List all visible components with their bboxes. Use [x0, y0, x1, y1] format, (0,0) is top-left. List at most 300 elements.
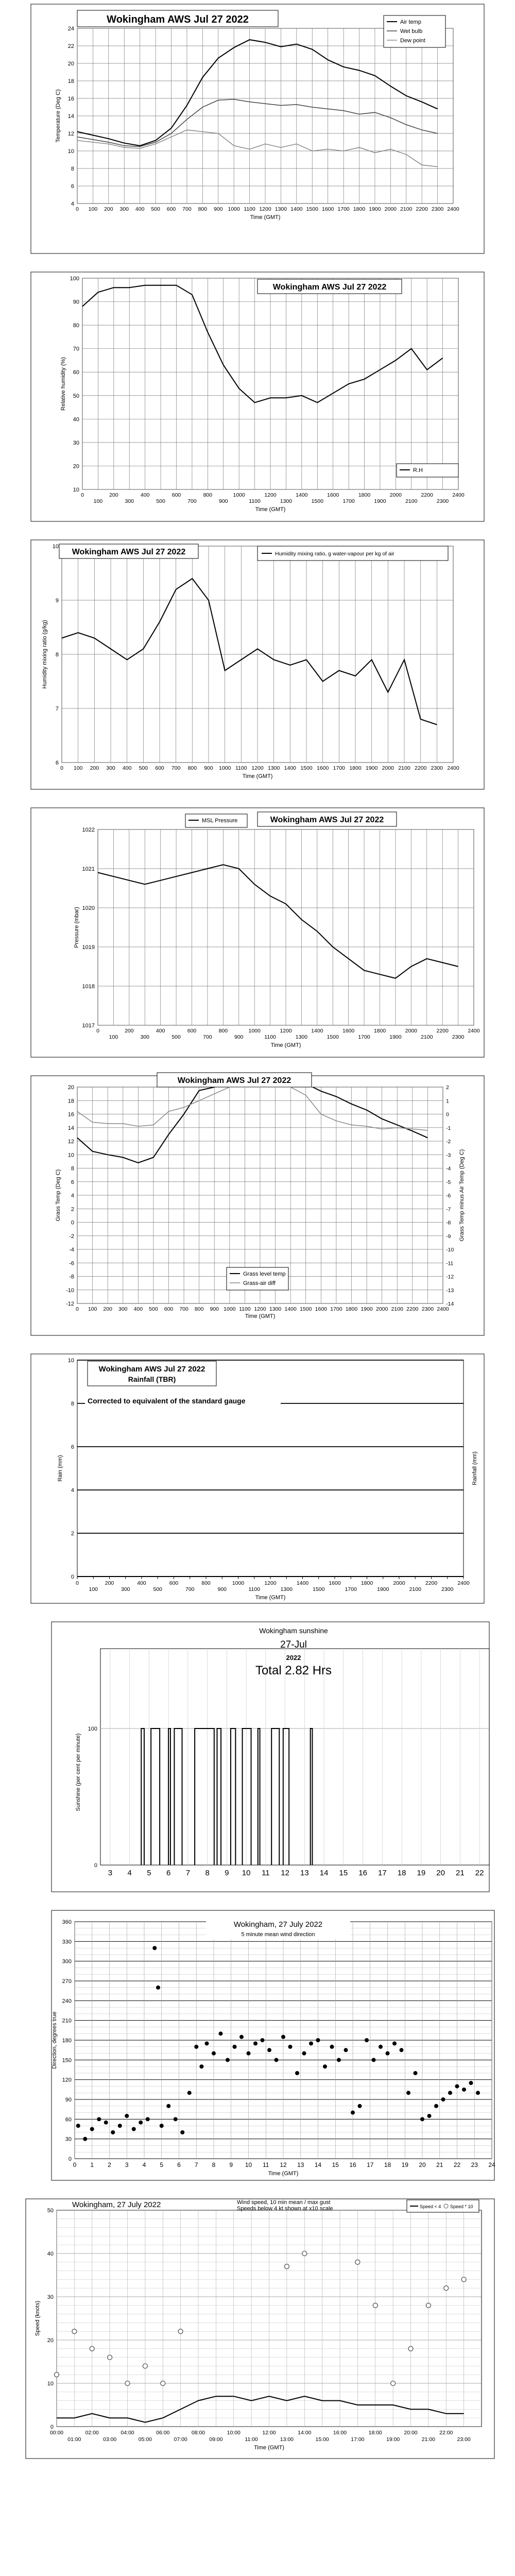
x-tick-label: 800: [194, 1306, 204, 1312]
x-tick-label: 700: [182, 206, 192, 212]
x-tick-label: 17: [378, 1869, 387, 1877]
x-tick-label: 1100: [249, 498, 261, 504]
x-tick-label: 1300: [269, 1306, 282, 1312]
x-tick-label: 3: [125, 2161, 129, 2168]
grass-temp-panel: [0, 1072, 515, 1340]
y-tick-label: 80: [73, 323, 79, 329]
y-tick-label: 20: [67, 61, 74, 67]
x-tick-label: 1700: [330, 1306, 342, 1312]
x-tick-label: 12: [281, 1869, 289, 1877]
data-point: [434, 2104, 438, 2108]
y-axis-label: Grass Temp (Deg C): [55, 1169, 61, 1222]
x-tick-label: 1600: [327, 492, 339, 498]
x-tick-label: 1100: [244, 206, 255, 212]
x-tick-label: 2100: [391, 1306, 403, 1312]
chart-title: Wokingham, 27 July 2022: [233, 1920, 323, 1929]
data-point: [281, 2035, 285, 2039]
x-tick-label: 4: [142, 2161, 146, 2168]
y2-tick-label: -1: [446, 1125, 451, 1131]
y2-tick-label: -2: [446, 1139, 451, 1145]
data-point: [365, 2038, 369, 2042]
y-tick-label: 16: [67, 1111, 74, 1118]
data-point: [469, 2081, 473, 2085]
y2-tick-label: -10: [446, 1247, 454, 1253]
x-tick-label: 200: [105, 1580, 114, 1586]
gust-marker: [444, 2286, 449, 2291]
chart-title: Wokingham AWS Jul 27 2022: [270, 816, 384, 824]
x-tick-label: 07:00: [174, 2436, 187, 2443]
gust-marker: [426, 2303, 431, 2308]
y-tick-label: 360: [62, 1919, 72, 1925]
x-tick-label: 2400: [437, 1306, 449, 1312]
legend-label: R.H: [413, 467, 423, 473]
x-tick-label: 1200: [251, 765, 264, 771]
x-tick-label: 2100: [421, 1034, 433, 1040]
y-tick-label: 8: [71, 1165, 74, 1172]
y-tick-label: 1018: [82, 984, 95, 990]
y-tick-label: -8: [69, 1274, 74, 1280]
x-tick-label: 12:00: [262, 2430, 276, 2436]
y-tick-label: 150: [62, 2057, 72, 2064]
x-tick-label: 1800: [349, 765, 362, 771]
y-tick-label: 10: [47, 2381, 54, 2387]
data-point: [420, 2117, 424, 2121]
data-point: [166, 2104, 170, 2108]
x-tick-label: 05:00: [138, 2436, 152, 2443]
data-point: [455, 2084, 459, 2088]
x-tick-label: 13: [300, 1869, 309, 1877]
x-tick-label: 16: [358, 1869, 367, 1877]
x-tick-label: 900: [217, 1586, 227, 1592]
x-tick-label: 900: [218, 498, 228, 504]
x-tick-label: 400: [133, 1306, 143, 1312]
data-point: [323, 2064, 327, 2069]
x-tick-label: 18: [384, 2161, 391, 2168]
y-tick-label: 1022: [82, 827, 95, 833]
x-tick-label: 2100: [400, 206, 413, 212]
x-tick-label: 500: [156, 498, 165, 504]
y-tick-label: 20: [47, 2337, 54, 2344]
y2-tick-label: -4: [446, 1165, 451, 1172]
legend-label: Humidity mixing ratio, g water-vapour per kg of air: [275, 551, 394, 557]
x-tick-label: 1300: [267, 765, 280, 771]
x-tick-label: 800: [218, 1028, 228, 1034]
y2-tick-label: -14: [446, 1301, 454, 1307]
x-axis-label: Time (GMT): [250, 214, 281, 221]
x-tick-label: 1000: [224, 1306, 236, 1312]
x-tick-label: 1600: [321, 206, 334, 212]
data-point: [379, 2045, 383, 2049]
x-tick-label: 24: [488, 2161, 495, 2168]
y2-tick-label: -9: [446, 1233, 451, 1240]
y-tick-label: 10: [73, 487, 79, 493]
data-point: [476, 2091, 480, 2095]
x-tick-label: 1200: [264, 492, 277, 498]
y-tick-label: 60: [65, 2116, 72, 2123]
x-tick-label: 700: [187, 498, 197, 504]
x-tick-label: 14:00: [298, 2430, 312, 2436]
y2-tick-label: 1: [446, 1098, 449, 1105]
x-tick-label: 22:00: [439, 2430, 453, 2436]
chart-annotation: Corrected to equivalent of the standard gauge: [88, 1397, 246, 1405]
x-tick-label: 2300: [431, 765, 443, 771]
y-tick-label: 0: [50, 2424, 54, 2430]
humidity-panel: [0, 268, 515, 526]
x-tick-label: 1000: [232, 1580, 245, 1586]
y-tick-label: 6: [71, 1444, 74, 1450]
x-tick-label: 23:00: [457, 2436, 471, 2443]
x-tick-label: 1500: [327, 1034, 339, 1040]
x-tick-label: 10: [242, 1869, 251, 1877]
data-point: [132, 2127, 136, 2131]
x-tick-label: 1900: [389, 1034, 402, 1040]
y-tick-label: 0: [71, 1574, 74, 1580]
x-tick-label: 2300: [421, 1306, 434, 1312]
x-tick-label: 0: [76, 1580, 79, 1586]
x-tick-label: 1400: [311, 1028, 323, 1034]
x-tick-label: 2200: [436, 1028, 449, 1034]
x-tick-label: 1200: [259, 206, 271, 212]
x-tick-label: 7: [185, 1869, 191, 1877]
x-tick-label: 2000: [382, 765, 394, 771]
x-tick-label: 1100: [248, 1586, 261, 1592]
x-tick-label: 1600: [342, 1028, 355, 1034]
gust-marker: [373, 2303, 377, 2308]
chart-title: Wokingham AWS Jul 27 2022: [98, 1365, 205, 1374]
y-axis-label: Pressure (mbar): [74, 907, 80, 948]
x-tick-label: 1400: [296, 492, 308, 498]
x-tick-label: 1400: [296, 1580, 309, 1586]
y-tick-label: 8: [71, 166, 74, 172]
y-tick-label: -2: [69, 1233, 74, 1240]
x-tick-label: 1600: [329, 1580, 341, 1586]
y-tick-label: 0: [94, 1862, 97, 1869]
x-tick-label: 1800: [360, 1580, 373, 1586]
x-tick-label: 15: [332, 2161, 339, 2168]
data-point: [462, 2088, 466, 2092]
x-tick-label: 700: [171, 765, 181, 771]
y-tick-label: -4: [69, 1247, 74, 1253]
data-point: [427, 2114, 432, 2118]
y-tick-label: 2: [71, 1206, 74, 1213]
legend-label: MSL Pressure: [202, 818, 238, 824]
y-tick-label: 70: [73, 346, 79, 352]
x-tick-label: 11:00: [245, 2436, 258, 2443]
grass-temp-chart: [0, 1072, 515, 1340]
x-tick-label: 17:00: [351, 2436, 365, 2443]
x-tick-label: 2000: [389, 492, 402, 498]
x-tick-label: 300: [121, 1586, 130, 1592]
y-tick-label: 90: [65, 2097, 72, 2103]
y-tick-label: 20: [67, 1084, 74, 1091]
x-tick-label: 1800: [353, 206, 366, 212]
x-tick-label: 700: [203, 1034, 212, 1040]
x-tick-label: 7: [194, 2161, 198, 2168]
data-point: [392, 2041, 397, 2045]
x-tick-label: 800: [187, 765, 197, 771]
x-tick-label: 1500: [300, 1306, 312, 1312]
y-tick-label: 1019: [82, 944, 95, 951]
x-tick-label: 1000: [248, 1028, 261, 1034]
x-tick-label: 1200: [264, 1580, 277, 1586]
legend-swatch: [444, 2204, 448, 2208]
x-tick-label: 200: [104, 206, 113, 212]
y-tick-label: 30: [65, 2136, 72, 2143]
x-tick-label: 2300: [441, 1586, 454, 1592]
x-tick-label: 900: [210, 1306, 219, 1312]
x-tick-label: 0: [76, 1306, 79, 1312]
x-tick-label: 1100: [235, 765, 247, 771]
x-tick-label: 600: [187, 1028, 197, 1034]
x-tick-label: 1500: [300, 765, 313, 771]
wind-speed-panel: [0, 2195, 515, 2463]
chart-title: Wokingham AWS Jul 27 2022: [72, 548, 186, 556]
x-tick-label: 1800: [373, 1028, 386, 1034]
temperature-panel: [0, 0, 515, 258]
y2-tick-label: -12: [446, 1274, 454, 1280]
chart-note: Speeds below 4 kt shown at x10 scale: [237, 2206, 333, 2212]
data-point: [199, 2064, 203, 2069]
x-tick-label: 9: [225, 1869, 229, 1877]
x-tick-label: 21:00: [421, 2436, 436, 2443]
x-tick-label: 17: [367, 2161, 374, 2168]
data-point: [174, 2117, 178, 2121]
x-tick-label: 09:00: [209, 2436, 223, 2443]
x-tick-label: 900: [204, 765, 213, 771]
data-point: [83, 2137, 87, 2141]
x-tick-label: 1300: [280, 1586, 293, 1592]
x-tick-label: 1500: [311, 498, 323, 504]
legend-label: Wet bulb: [400, 28, 423, 35]
legend-label: Dew point: [400, 38, 425, 44]
data-point: [337, 2058, 341, 2062]
x-tick-label: 200: [90, 765, 99, 771]
x-tick-label: 2400: [452, 492, 465, 498]
chart-title: Wokingham, 27 July 2022: [72, 2200, 161, 2209]
x-tick-label: 1300: [280, 498, 293, 504]
rainfall-panel: [0, 1350, 515, 1607]
x-tick-label: 20: [436, 1869, 445, 1877]
x-tick-label: 2000: [405, 1028, 418, 1034]
y-axis-label: Humidity mixing ratio (g/kg): [42, 620, 48, 689]
x-tick-label: 1200: [254, 1306, 266, 1312]
x-tick-label: 800: [198, 206, 208, 212]
x-tick-label: 15: [339, 1869, 348, 1877]
chart-date: 27-Jul: [280, 1639, 307, 1650]
gust-marker: [72, 2329, 77, 2334]
data-point: [118, 2124, 122, 2128]
x-tick-label: 11: [262, 1869, 270, 1877]
x-tick-label: 600: [166, 206, 176, 212]
x-tick-label: 100: [89, 1586, 98, 1592]
x-tick-label: 12: [280, 2161, 287, 2168]
x-tick-label: 2200: [416, 206, 428, 212]
y-tick-label: 0: [71, 1219, 74, 1226]
x-tick-label: 500: [151, 206, 160, 212]
gust-marker: [143, 2364, 147, 2368]
x-tick-label: 2: [108, 2161, 111, 2168]
y2-tick-label: 0: [446, 1111, 449, 1118]
x-tick-label: 100: [109, 1034, 118, 1040]
data-point: [267, 2048, 271, 2052]
data-point: [351, 2111, 355, 2115]
y-tick-label: 50: [73, 393, 79, 399]
y-tick-label: 10: [67, 1358, 74, 1364]
data-point: [219, 2031, 223, 2036]
x-tick-label: 500: [149, 1306, 158, 1312]
temperature-chart: [0, 0, 515, 258]
data-point: [261, 2038, 265, 2042]
x-tick-label: 8: [205, 1869, 210, 1877]
x-axis-label: Time (GMT): [242, 773, 273, 779]
y-axis-label: Rainfall (mm): [472, 1451, 478, 1485]
x-axis-label: Time (GMT): [268, 2171, 299, 2177]
x-tick-label: 400: [122, 765, 132, 771]
x-tick-label: 1400: [290, 206, 303, 212]
x-tick-label: 400: [156, 1028, 165, 1034]
y-tick-label: 14: [67, 113, 74, 120]
x-tick-label: 1000: [218, 765, 231, 771]
x-tick-label: 1900: [374, 498, 386, 504]
x-tick-label: 800: [203, 492, 213, 498]
x-tick-label: 21: [436, 2161, 443, 2168]
y-tick-label: 6: [71, 183, 74, 190]
y-tick-label: -10: [66, 1287, 74, 1294]
x-tick-label: 1900: [377, 1586, 389, 1592]
y-tick-label: 1017: [82, 1023, 95, 1029]
x-axis-label: Time (GMT): [254, 2445, 284, 2451]
sunshine-panel: [0, 1618, 515, 1896]
y-tick-label: 1021: [82, 866, 95, 872]
data-point: [400, 2048, 404, 2052]
y-tick-label: 8: [55, 652, 59, 658]
x-tick-label: 900: [213, 206, 223, 212]
pressure-panel: [0, 804, 515, 1061]
x-tick-label: 16:00: [333, 2430, 347, 2436]
x-tick-label: 1500: [313, 1586, 325, 1592]
x-tick-label: 21: [456, 1869, 465, 1877]
y-tick-label: 1020: [82, 905, 95, 911]
x-tick-label: 400: [135, 206, 145, 212]
x-tick-label: 03:00: [102, 2436, 117, 2443]
chart-total: Total 2.82 Hrs: [255, 1664, 332, 1677]
y-tick-label: 2: [71, 1531, 74, 1537]
data-point: [125, 2114, 129, 2118]
x-tick-label: 1600: [316, 765, 329, 771]
x-tick-label: 2400: [468, 1028, 480, 1034]
data-point: [239, 2035, 244, 2039]
chart-title: Wokingham AWS Jul 27 2022: [272, 283, 387, 292]
chart-year: 2022: [286, 1654, 301, 1662]
x-tick-label: 100: [73, 765, 83, 771]
y-tick-label: 240: [62, 1998, 72, 2005]
x-tick-label: 9: [229, 2161, 233, 2168]
x-tick-label: 18: [397, 1869, 406, 1877]
x-tick-label: 1700: [337, 206, 350, 212]
y-tick-label: -12: [66, 1301, 74, 1307]
legend-label: Grass level temp: [243, 1271, 286, 1277]
y2-tick-label: -11: [446, 1260, 454, 1267]
x-tick-label: 3: [108, 1869, 113, 1877]
x-axis-label: Time (GMT): [245, 1313, 276, 1319]
x-tick-label: 600: [164, 1306, 174, 1312]
y-axis-label: Grass Temp minus Air Temp (Deg C): [459, 1149, 465, 1242]
x-tick-label: 6: [177, 2161, 181, 2168]
y-tick-label: 60: [73, 369, 79, 376]
y-tick-label: 120: [62, 2077, 72, 2083]
data-point: [160, 2124, 164, 2128]
x-tick-label: 1: [90, 2161, 94, 2168]
x-tick-label: 19: [417, 1869, 426, 1877]
y-tick-label: 18: [67, 1098, 74, 1105]
x-tick-label: 23: [471, 2161, 478, 2168]
legend-label: Grass-air diff: [243, 1280, 276, 1286]
data-point: [274, 2058, 279, 2062]
x-tick-label: 200: [103, 1306, 112, 1312]
x-tick-label: 06:00: [156, 2430, 170, 2436]
x-tick-label: 2100: [409, 1586, 421, 1592]
y-tick-label: 100: [70, 276, 79, 282]
sunshine-chart: [0, 1618, 515, 1896]
y-tick-label: 4: [71, 1487, 74, 1494]
x-tick-label: 2000: [375, 1306, 388, 1312]
y-tick-label: 40: [73, 416, 79, 423]
x-tick-label: 0: [96, 1028, 99, 1034]
data-point: [406, 2091, 410, 2095]
y-tick-label: 300: [62, 1958, 72, 1965]
x-tick-label: 10:00: [227, 2430, 241, 2436]
x-tick-label: 1300: [274, 206, 287, 212]
x-tick-label: 2200: [406, 1306, 419, 1312]
x-tick-label: 2200: [421, 492, 433, 498]
x-tick-label: 1000: [233, 492, 245, 498]
x-tick-label: 100: [88, 206, 98, 212]
x-tick-label: 300: [140, 1034, 150, 1040]
gust-marker: [108, 2355, 112, 2360]
humidity-chart: [0, 268, 515, 526]
y-tick-label: 16: [67, 96, 74, 102]
data-point: [372, 2058, 376, 2062]
y-tick-label: 4: [71, 1193, 74, 1199]
y-tick-label: 10: [52, 544, 59, 550]
data-point: [76, 2124, 80, 2128]
x-tick-label: 600: [171, 492, 181, 498]
data-point: [414, 2071, 418, 2075]
y-tick-label: 270: [62, 1978, 72, 1985]
y-tick-label: 22: [67, 43, 74, 49]
y-tick-label: 9: [55, 598, 59, 604]
x-tick-label: 400: [140, 492, 150, 498]
x-tick-label: 500: [139, 765, 148, 771]
gust-marker: [284, 2264, 289, 2269]
x-tick-label: 500: [153, 1586, 163, 1592]
data-point: [212, 2052, 216, 2056]
x-tick-label: 6: [166, 1869, 171, 1877]
x-tick-label: 400: [137, 1580, 146, 1586]
x-tick-label: 1700: [345, 1586, 357, 1592]
y2-tick-label: -6: [446, 1193, 451, 1199]
data-point: [448, 2091, 452, 2095]
x-tick-label: 200: [125, 1028, 134, 1034]
data-point: [146, 2117, 150, 2121]
gust-marker: [391, 2381, 396, 2386]
y-tick-label: -6: [69, 1260, 74, 1267]
data-point: [344, 2048, 348, 2052]
y-tick-label: 10: [67, 1152, 74, 1159]
data-point: [386, 2052, 390, 2056]
y-tick-label: 20: [73, 463, 79, 470]
y-axis-label: Speed (knots): [35, 2300, 41, 2336]
